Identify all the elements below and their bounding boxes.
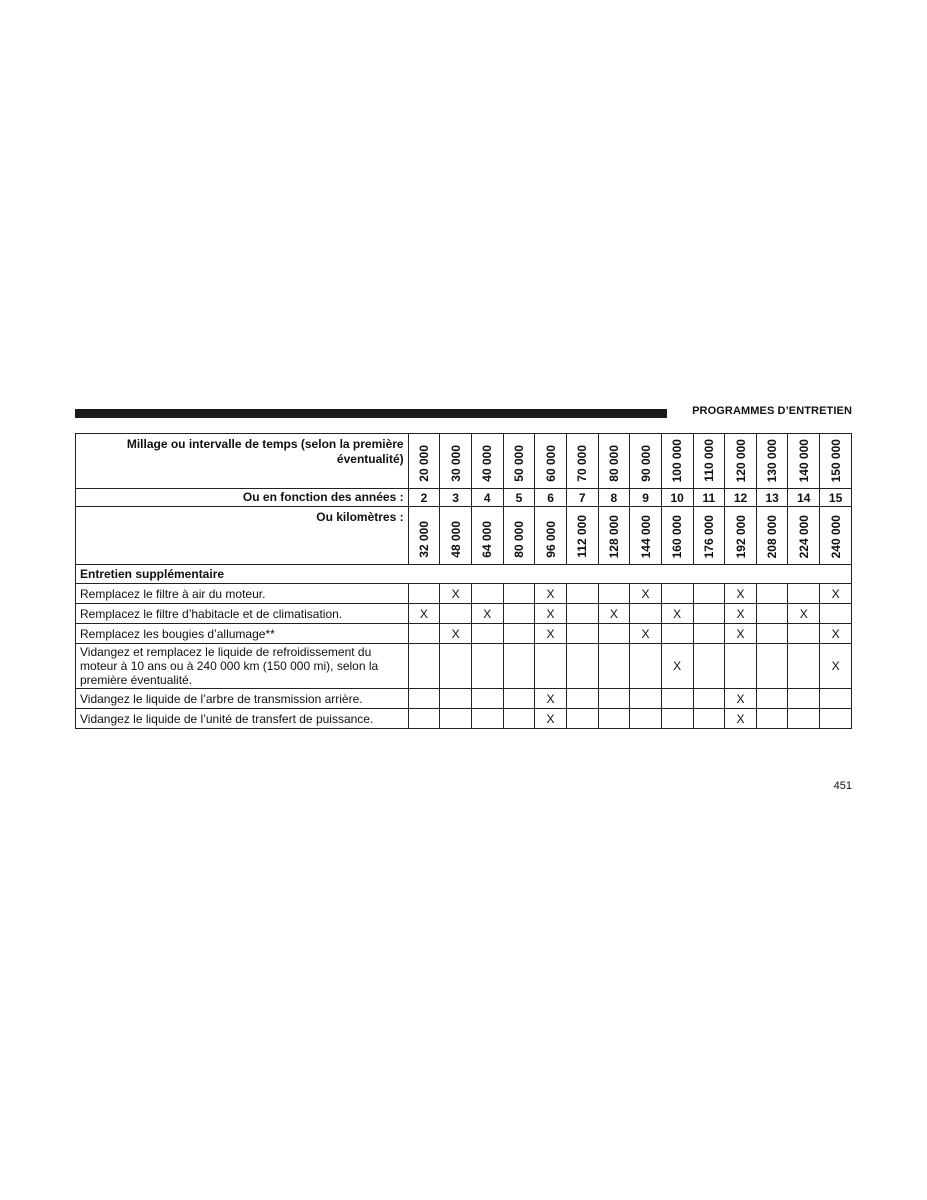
schedule-mark xyxy=(471,689,503,709)
schedule-mark: X xyxy=(535,689,567,709)
km-cell xyxy=(566,507,598,565)
year-cell: 11 xyxy=(693,489,725,507)
schedule-mark: X xyxy=(440,624,472,644)
schedule-mark xyxy=(408,624,440,644)
mileage-cell xyxy=(630,434,662,489)
year-cell: 6 xyxy=(535,489,567,507)
schedule-mark xyxy=(661,584,693,604)
km-cell xyxy=(788,507,820,565)
km-value: 192 000 xyxy=(733,514,748,558)
mileage-value: 50 000 xyxy=(511,445,526,482)
year-cell: 10 xyxy=(661,489,693,507)
schedule-mark: X xyxy=(471,604,503,624)
schedule-mark xyxy=(503,624,535,644)
km-value: 240 000 xyxy=(828,514,843,558)
schedule-mark: X xyxy=(408,604,440,624)
mileage-cell xyxy=(598,434,630,489)
page-number: 451 xyxy=(833,780,852,792)
km-value: 96 000 xyxy=(543,521,558,558)
schedule-mark xyxy=(503,689,535,709)
schedule-mark: X xyxy=(598,604,630,624)
section-title: PROGRAMMES D’ENTRETIEN xyxy=(692,405,852,417)
mileage-value: 110 000 xyxy=(701,439,716,482)
schedule-mark: X xyxy=(820,644,852,689)
year-cell: 9 xyxy=(630,489,662,507)
schedule-mark: X xyxy=(535,584,567,604)
task-label: Remplacez le filtre à air du moteur. xyxy=(76,584,409,604)
schedule-mark xyxy=(566,624,598,644)
year-cell: 14 xyxy=(788,489,820,507)
years-row xyxy=(76,489,852,507)
schedule-mark xyxy=(408,709,440,729)
km-cell xyxy=(630,507,662,565)
km-cell xyxy=(440,507,472,565)
schedule-mark xyxy=(725,644,757,689)
schedule-mark: X xyxy=(630,624,662,644)
mileage-value: 20 000 xyxy=(416,445,431,482)
schedule-mark xyxy=(756,584,788,604)
mileage-value: 30 000 xyxy=(448,445,463,482)
schedule-mark: X xyxy=(535,709,567,729)
schedule-mark xyxy=(756,624,788,644)
mileage-value: 150 000 xyxy=(828,438,843,482)
mileage-cell xyxy=(408,434,440,489)
schedule-mark xyxy=(693,689,725,709)
schedule-mark: X xyxy=(788,604,820,624)
task-label: Remplacez les bougies d’allumage** xyxy=(76,624,409,644)
table-row xyxy=(76,604,852,624)
km-cell xyxy=(535,507,567,565)
km-value: 160 000 xyxy=(670,514,685,558)
km-cell xyxy=(725,507,757,565)
schedule-mark xyxy=(693,709,725,729)
schedule-mark xyxy=(693,644,725,689)
schedule-mark xyxy=(630,689,662,709)
schedule-mark xyxy=(630,644,662,689)
schedule-mark xyxy=(408,689,440,709)
schedule-mark xyxy=(440,709,472,729)
schedule-mark xyxy=(503,644,535,689)
mileage-cell xyxy=(440,434,472,489)
schedule-mark xyxy=(788,624,820,644)
km-cell xyxy=(693,507,725,565)
schedule-mark: X xyxy=(820,584,852,604)
schedule-mark xyxy=(408,584,440,604)
table-row xyxy=(76,689,852,709)
years-label: Ou en fonction des années : xyxy=(76,489,409,507)
mileage-cell xyxy=(661,434,693,489)
schedule-mark xyxy=(693,604,725,624)
km-row xyxy=(76,507,852,565)
year-cell: 3 xyxy=(440,489,472,507)
schedule-mark xyxy=(471,624,503,644)
schedule-mark xyxy=(788,584,820,604)
schedule-mark xyxy=(440,689,472,709)
year-cell: 8 xyxy=(598,489,630,507)
schedule-mark xyxy=(566,709,598,729)
schedule-mark xyxy=(630,604,662,624)
schedule-mark xyxy=(756,709,788,729)
mileage-row xyxy=(76,434,852,489)
schedule-mark xyxy=(756,604,788,624)
km-value: 80 000 xyxy=(511,521,526,558)
mileage-value: 70 000 xyxy=(575,445,590,482)
year-cell: 15 xyxy=(820,489,852,507)
schedule-mark xyxy=(820,709,852,729)
schedule-mark xyxy=(820,604,852,624)
section-header: Entretien supplémentaire xyxy=(76,565,852,584)
km-value: 128 000 xyxy=(606,514,621,558)
mileage-value: 130 000 xyxy=(765,438,780,482)
year-cell: 2 xyxy=(408,489,440,507)
year-cell: 12 xyxy=(725,489,757,507)
schedule-mark xyxy=(788,644,820,689)
km-value: 176 000 xyxy=(701,514,716,558)
schedule-mark: X xyxy=(725,689,757,709)
mileage-value: 140 000 xyxy=(796,438,811,482)
schedule-mark: X xyxy=(661,604,693,624)
mileage-value: 40 000 xyxy=(480,445,495,482)
km-value: 208 000 xyxy=(765,514,780,558)
schedule-mark xyxy=(440,604,472,624)
section-row xyxy=(76,565,852,584)
schedule-mark: X xyxy=(661,644,693,689)
year-cell: 7 xyxy=(566,489,598,507)
mileage-value: 60 000 xyxy=(543,445,558,482)
schedule-mark: X xyxy=(535,604,567,624)
schedule-mark xyxy=(598,584,630,604)
schedule-mark xyxy=(598,709,630,729)
mileage-cell xyxy=(756,434,788,489)
schedule-mark xyxy=(503,709,535,729)
mileage-cell xyxy=(693,434,725,489)
table-row xyxy=(76,644,852,689)
year-cell: 13 xyxy=(756,489,788,507)
maintenance-schedule-table xyxy=(75,433,852,729)
schedule-mark xyxy=(693,584,725,604)
schedule-mark xyxy=(630,709,662,729)
km-value: 224 000 xyxy=(796,514,811,558)
mileage-cell xyxy=(788,434,820,489)
table-row xyxy=(76,584,852,604)
table-row xyxy=(76,709,852,729)
km-cell xyxy=(471,507,503,565)
task-label: Vidangez le liquide de l’arbre de transmission arrière. xyxy=(76,689,409,709)
km-cell xyxy=(503,507,535,565)
km-label: Ou kilomètres : xyxy=(76,507,409,565)
year-cell: 5 xyxy=(503,489,535,507)
mileage-cell xyxy=(820,434,852,489)
schedule-mark xyxy=(471,709,503,729)
schedule-mark xyxy=(661,689,693,709)
mileage-cell xyxy=(725,434,757,489)
schedule-mark xyxy=(566,584,598,604)
km-value: 144 000 xyxy=(638,514,653,558)
km-cell xyxy=(408,507,440,565)
schedule-mark xyxy=(503,584,535,604)
schedule-mark xyxy=(471,644,503,689)
mileage-value: 120 000 xyxy=(733,438,748,482)
km-cell xyxy=(598,507,630,565)
mileage-value: 90 000 xyxy=(638,445,653,482)
schedule-mark xyxy=(693,624,725,644)
schedule-mark xyxy=(598,689,630,709)
schedule-mark: X xyxy=(725,709,757,729)
schedule-mark xyxy=(471,584,503,604)
schedule-mark: X xyxy=(440,584,472,604)
schedule-mark xyxy=(535,644,567,689)
km-value: 112 000 xyxy=(575,515,590,558)
mileage-label: Millage ou intervalle de temps (selon la première éventualité) xyxy=(76,434,409,489)
schedule-mark xyxy=(566,689,598,709)
schedule-mark xyxy=(440,644,472,689)
schedule-mark xyxy=(661,624,693,644)
task-label: Remplacez le filtre d’habitacle et de climatisation. xyxy=(76,604,409,624)
mileage-value: 100 000 xyxy=(670,438,685,482)
schedule-mark: X xyxy=(535,624,567,644)
header-rule xyxy=(75,409,667,418)
schedule-mark xyxy=(820,689,852,709)
schedule-mark xyxy=(661,709,693,729)
schedule-mark xyxy=(788,709,820,729)
schedule-mark xyxy=(598,644,630,689)
schedule-mark xyxy=(566,644,598,689)
km-value: 48 000 xyxy=(448,521,463,558)
schedule-mark: X xyxy=(725,624,757,644)
schedule-mark: X xyxy=(725,584,757,604)
schedule-mark: X xyxy=(725,604,757,624)
mileage-cell xyxy=(503,434,535,489)
schedule-mark xyxy=(408,644,440,689)
mileage-cell xyxy=(566,434,598,489)
schedule-mark: X xyxy=(820,624,852,644)
year-cell: 4 xyxy=(471,489,503,507)
mileage-value: 80 000 xyxy=(606,445,621,482)
schedule-mark xyxy=(503,604,535,624)
km-value: 32 000 xyxy=(416,521,431,558)
task-label: Vidangez le liquide de l’unité de transfert de puissance. xyxy=(76,709,409,729)
km-cell xyxy=(661,507,693,565)
table-row xyxy=(76,624,852,644)
mileage-cell xyxy=(535,434,567,489)
schedule-mark: X xyxy=(630,584,662,604)
km-cell xyxy=(756,507,788,565)
km-cell xyxy=(820,507,852,565)
schedule-mark xyxy=(756,689,788,709)
schedule-mark xyxy=(756,644,788,689)
km-value: 64 000 xyxy=(480,521,495,558)
mileage-cell xyxy=(471,434,503,489)
task-label: Vidangez et remplacez le liquide de refroidissement du moteur à 10 ans ou à 240 000 km (150 000 mi), selon la première éventualité. xyxy=(76,644,409,689)
schedule-mark xyxy=(566,604,598,624)
schedule-mark xyxy=(788,689,820,709)
schedule-mark xyxy=(598,624,630,644)
